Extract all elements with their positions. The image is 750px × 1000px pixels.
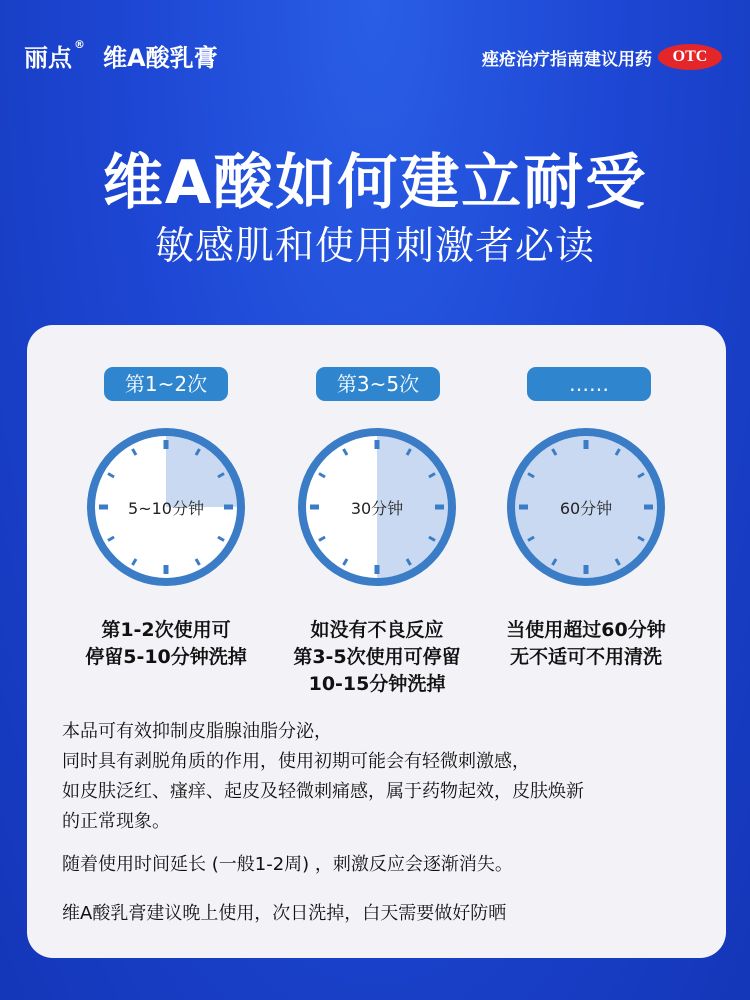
brand [24, 38, 218, 73]
brand-name: 丽点 [24, 44, 72, 72]
caption-line: 第1-2次使用可 [101, 619, 231, 641]
registered-mark: ® [74, 38, 85, 51]
stage-label-1: 第1~2次 [104, 367, 228, 401]
clock-time-1: 5~10分钟 [128, 499, 204, 518]
clock-time-3: 60分钟 [559, 499, 613, 518]
stage-caption-1 [71, 617, 261, 671]
duration-note: 随着使用时间延长 (一般1-2周) ，刺激反应会逐渐消失。 [62, 854, 513, 875]
note-line: 如皮肤泛红、瘙痒、起皮及轻微刺痛感，属于药物起效，皮肤焕新 [62, 781, 584, 802]
note-line: 本品可有效抑制皮脂腺油脂分泌， [62, 721, 332, 742]
otc-badge: OTC [658, 44, 722, 70]
stage-caption-3 [486, 617, 686, 671]
clock-time-2: 30分钟 [350, 499, 404, 518]
caption-line: 停留5-10分钟洗掉 [85, 646, 247, 668]
caption-line: 当使用超过60分钟 [506, 619, 666, 641]
note-line: 的正常现象。 [62, 811, 170, 832]
caption-line: 10-15分钟洗掉 [308, 673, 446, 695]
clock-3 [501, 422, 671, 592]
product-name: 维A酸乳膏 [103, 44, 218, 72]
stage-caption-2 [272, 617, 482, 698]
clock-1 [81, 422, 251, 592]
description-paragraph [62, 717, 712, 837]
stage-label-2: 第3~5次 [316, 367, 440, 401]
clock-2 [292, 422, 462, 592]
tagline [482, 44, 722, 70]
caption-line: 如没有不良反应 [310, 619, 444, 641]
page-subtitle: 敏感肌和使用刺激者必读 [154, 224, 595, 269]
note-line: 同时具有剥脱角质的作用，使用初期可能会有轻微刺激感， [62, 751, 530, 772]
usage-note: 维A酸乳膏建议晚上使用，次日洗掉，白天需要做好防晒 [62, 903, 507, 924]
page-title: 维A酸如何建立耐受 [102, 148, 648, 218]
top-bar [0, 0, 750, 115]
caption-line: 无不适可不用清洗 [509, 646, 662, 668]
info-card [27, 325, 726, 958]
stage-label-3: …… [527, 367, 651, 401]
caption-line: 第3-5次使用可停留 [293, 646, 461, 668]
tagline-text: 痤疮治疗指南建议用药 [482, 49, 652, 70]
